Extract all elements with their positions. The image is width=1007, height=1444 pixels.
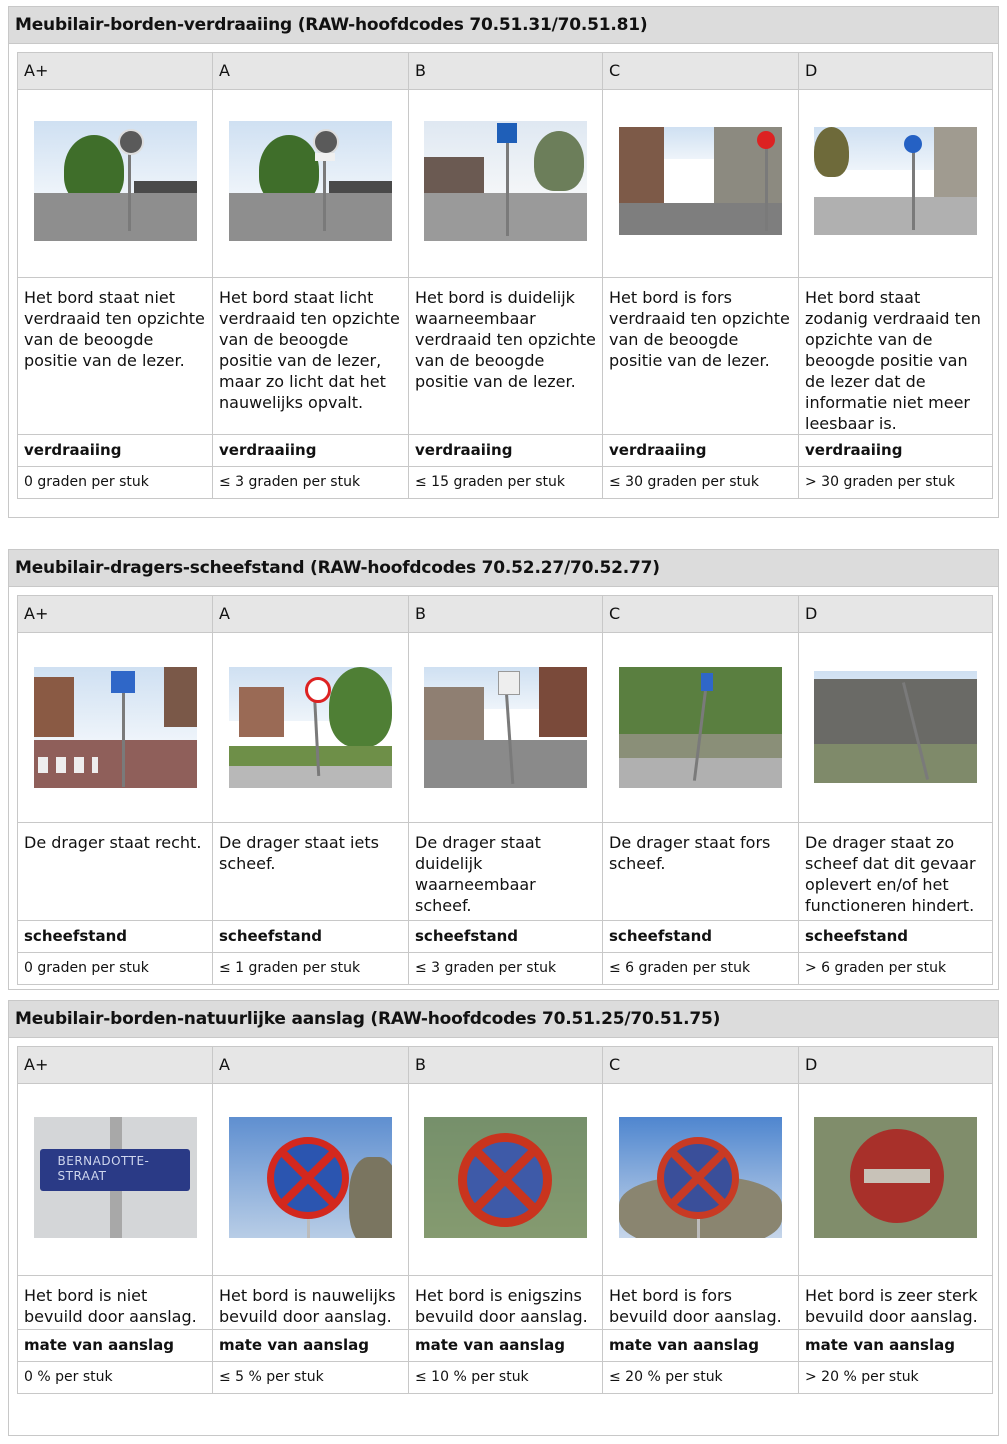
photo-no-stopping-sign [619, 1117, 782, 1238]
column-header: C [603, 596, 799, 633]
description: Het bord staat niet verdraaid ten opzichte van de beoogde positie van de lezer. [18, 278, 213, 435]
photo-sign-carrier [424, 667, 587, 788]
section-title: Meubilair-borden-verdraaiing (RAW-hoofdcodes 70.51.31/70.51.81) [9, 7, 998, 44]
criterion-value: > 30 graden per stuk [799, 467, 993, 499]
column-header: A+ [18, 53, 213, 90]
section-title: Meubilair-dragers-scheefstand (RAW-hoofdcodes 70.52.27/70.52.77) [9, 550, 998, 587]
description: De drager staat recht. [18, 823, 213, 921]
criterion-value: > 20 % per stuk [799, 1362, 993, 1394]
photo-cell [603, 1084, 799, 1276]
criterion-value: ≤ 30 graden per stuk [603, 467, 799, 499]
street-name-plate [40, 1149, 190, 1191]
column-header: C [603, 53, 799, 90]
column-header: D [799, 596, 993, 633]
criterion-label: mate van aanslag [603, 1330, 799, 1362]
photo-street-sign [34, 1117, 197, 1238]
street-name-text: BERNADOTTE-STRAAT [57, 1154, 150, 1183]
criterion-value: > 6 graden per stuk [799, 953, 993, 985]
column-header: A+ [18, 596, 213, 633]
criterion-label: scheefstand [213, 921, 409, 953]
photo-cell [213, 633, 409, 823]
column-header: A [213, 53, 409, 90]
criterion-label: scheefstand [409, 921, 603, 953]
criterion-label: mate van aanslag [213, 1330, 409, 1362]
description: Het bord is duidelijk waarneembaar verdraaid ten opzichte van de beoogde positie van de lezer. [409, 278, 603, 435]
criterion-value: ≤ 1 graden per stuk [213, 953, 409, 985]
criterion-value: ≤ 3 graden per stuk [409, 953, 603, 985]
photo-cell [799, 90, 993, 278]
photo-road-sign [34, 121, 197, 241]
criterion-value: ≤ 20 % per stuk [603, 1362, 799, 1394]
column-header: B [409, 53, 603, 90]
criterion-label: mate van aanslag [799, 1330, 993, 1362]
photo-cell [603, 633, 799, 823]
photo-no-entry-sign [814, 1117, 977, 1238]
section-verdraaiing [8, 6, 999, 518]
photo-sign-carrier [814, 671, 977, 783]
column-header: C [603, 1047, 799, 1084]
photo-cell [799, 1084, 993, 1276]
photo-cell [213, 1084, 409, 1276]
photo-road-sign [619, 127, 782, 235]
column-header: A+ [18, 1047, 213, 1084]
photo-sign-carrier [34, 667, 197, 788]
criterion-value: ≤ 3 graden per stuk [213, 467, 409, 499]
section-scheefstand [8, 549, 999, 990]
criterion-label: verdraaiing [603, 435, 799, 467]
photo-no-stopping-sign [229, 1117, 392, 1238]
column-header: B [409, 1047, 603, 1084]
description: Het bord is fors verdraaid ten opzichte van de beoogde positie van de lezer. [603, 278, 799, 435]
photo-cell [18, 1084, 213, 1276]
criterion-value: 0 % per stuk [18, 1362, 213, 1394]
criterion-label: mate van aanslag [18, 1330, 213, 1362]
photo-road-sign [814, 127, 977, 235]
section-aanslag [8, 1000, 999, 1436]
criterion-value: ≤ 6 graden per stuk [603, 953, 799, 985]
criterion-label: verdraaiing [18, 435, 213, 467]
photo-cell [18, 633, 213, 823]
description: De drager staat zo scheef dat dit gevaar oplevert en/of het functioneren hindert. [799, 823, 993, 921]
column-header: D [799, 1047, 993, 1084]
photo-sign-carrier [619, 667, 782, 788]
criterion-label: verdraaiing [409, 435, 603, 467]
column-header: D [799, 53, 993, 90]
criterion-value: ≤ 10 % per stuk [409, 1362, 603, 1394]
photo-cell [409, 1084, 603, 1276]
criterion-value: ≤ 15 graden per stuk [409, 467, 603, 499]
description: De drager staat duidelijk waarneembaar scheef. [409, 823, 603, 921]
criterion-value: ≤ 5 % per stuk [213, 1362, 409, 1394]
photo-road-sign [424, 121, 587, 241]
criterion-label: scheefstand [18, 921, 213, 953]
photo-sign-carrier [229, 667, 392, 788]
rating-table [17, 52, 993, 499]
criterion-label: scheefstand [603, 921, 799, 953]
description: Het bord is fors bevuild door aanslag. [603, 1276, 799, 1330]
criterion-label: scheefstand [799, 921, 993, 953]
criterion-label: mate van aanslag [409, 1330, 603, 1362]
section-title: Meubilair-borden-natuurlijke aanslag (RAW-hoofdcodes 70.51.25/70.51.75) [9, 1001, 998, 1038]
column-header: B [409, 596, 603, 633]
criterion-value: 0 graden per stuk [18, 953, 213, 985]
criterion-label: verdraaiing [213, 435, 409, 467]
photo-cell [409, 90, 603, 278]
description: Het bord is nauwelijks bevuild door aanslag. [213, 1276, 409, 1330]
description: De drager staat fors scheef. [603, 823, 799, 921]
photo-road-sign [229, 121, 392, 241]
photo-cell [213, 90, 409, 278]
rating-table [17, 595, 993, 985]
column-header: A [213, 1047, 409, 1084]
photo-no-stopping-sign [424, 1117, 587, 1238]
rating-table [17, 1046, 993, 1394]
description: Het bord staat zodanig verdraaid ten opzichte van de beoogde positie van de lezer dat de informatie niet meer leesbaar is. [799, 278, 993, 435]
description: Het bord staat licht verdraaid ten opzichte van de beoogde positie van de lezer, maar zo licht dat het nauwelijks opvalt. [213, 278, 409, 435]
criterion-value: 0 graden per stuk [18, 467, 213, 499]
description: Het bord is enigszins bevuild door aanslag. [409, 1276, 603, 1330]
photo-cell [18, 90, 213, 278]
photo-cell [409, 633, 603, 823]
photo-cell [603, 90, 799, 278]
criterion-label: verdraaiing [799, 435, 993, 467]
description: Het bord is niet bevuild door aanslag. [18, 1276, 213, 1330]
column-header: A [213, 596, 409, 633]
description: Het bord is zeer sterk bevuild door aanslag. [799, 1276, 993, 1330]
description: De drager staat iets scheef. [213, 823, 409, 921]
photo-cell [799, 633, 993, 823]
